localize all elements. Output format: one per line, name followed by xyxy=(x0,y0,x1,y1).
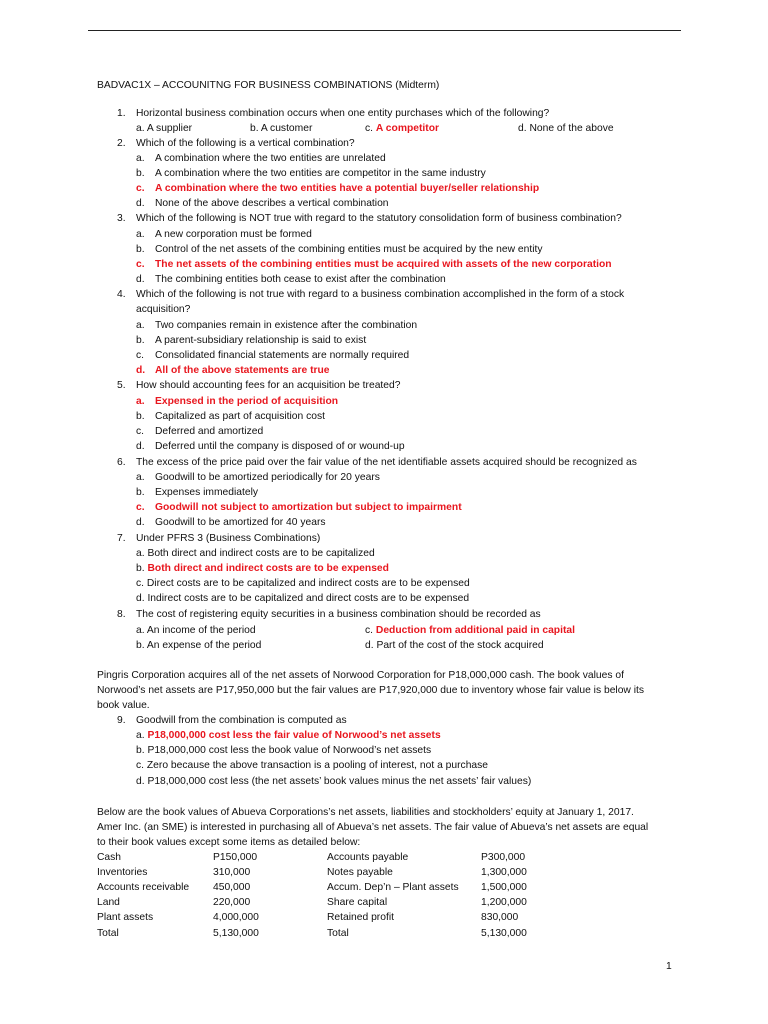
liability-name: Share capital xyxy=(327,897,388,908)
question-4: 4. Which of the following is not true with regard to a business combination accomplished in the form of a stock xyxy=(117,289,625,300)
liability-name: Accum. Dep’n – Plant assets xyxy=(327,882,459,893)
asset-name: Cash xyxy=(97,852,122,863)
header-rule xyxy=(88,30,681,31)
q8-option-d: d. Part of the cost of the stock acquired xyxy=(365,640,544,651)
question-1: 1. Horizontal business combination occurs when one entity purchases which of the following? xyxy=(117,108,550,119)
question-3: 3. Which of the following is NOT true with regard to the statutory consolidation form of business combination? xyxy=(117,213,622,224)
q4-option-b: b. A parent-subsidiary relationship is said to exist xyxy=(136,335,367,346)
liability-name: Accounts payable xyxy=(327,852,409,863)
q4-option-d: d. All of the above statements are true xyxy=(136,365,330,376)
document-title: BADVAC1X – ACCOUNITNG FOR BUSINESS COMBINATIONS (Midterm) xyxy=(97,80,440,91)
q1-option-a: a. A supplier xyxy=(136,123,193,134)
q3-option-c: c. The net assets of the combining entities must be acquired with assets of the new corporation xyxy=(136,259,612,270)
asset-name: Accounts receivable xyxy=(97,882,190,893)
q2-option-c: c. A combination where the two entities have a potential buyer/seller relationship xyxy=(136,183,540,194)
abueva-paragraph-line-3: to their book values except some items as detailed below: xyxy=(97,837,361,848)
asset-name: Plant assets xyxy=(97,912,154,923)
pingris-paragraph-line-3: book value. xyxy=(97,700,150,711)
q7-option-c: c. Direct costs are to be capitalized and indirect costs are to be expensed xyxy=(136,578,470,589)
pingris-paragraph-line-1: Pingris Corporation acquires all of the net assets of Norwood Corporation for P18,000,000 cash. The book values of xyxy=(97,670,624,681)
q9-option-c: c. Zero because the above transaction is a pooling of interest, not a purchase xyxy=(136,760,489,771)
q8-option-c: c. Deduction from additional paid in capital xyxy=(365,625,575,636)
q6-option-a: a. Goodwill to be amortized periodically for 20 years xyxy=(136,472,380,483)
liability-value: 830,000 xyxy=(481,912,519,923)
asset-value: 220,000 xyxy=(213,897,251,908)
q5-option-c: c. Deferred and amortized xyxy=(136,426,264,437)
correct-answer: Deduction from additional paid in capital xyxy=(375,625,575,636)
q9-option-b: b. P18,000,000 cost less the book value of Norwood’s net assets xyxy=(136,745,432,756)
question-5: 5. How should accounting fees for an acquisition be treated? xyxy=(117,380,401,391)
correct-answer: P18,000,000 cost less the fair value of Norwood’s net assets xyxy=(147,730,441,741)
q5-option-a: a. Expensed in the period of acquisition xyxy=(136,396,339,407)
q3-option-a: a. A new corporation must be formed xyxy=(136,229,312,240)
asset-value: 450,000 xyxy=(213,882,251,893)
asset-total-label: Total xyxy=(97,928,119,939)
asset-total-value: 5,130,000 xyxy=(213,928,259,939)
liability-total-label: Total xyxy=(327,928,349,939)
q6-option-c: c. Goodwill not subject to amortization but subject to impairment xyxy=(136,502,462,513)
question-7: 7. Under PFRS 3 (Business Combinations) xyxy=(117,533,321,544)
correct-answer: A competitor xyxy=(375,123,440,134)
q2-option-b: b. A combination where the two entities are competitor in the same industry xyxy=(136,168,486,179)
correct-answer: Both direct and indirect costs are to be expensed xyxy=(147,563,389,574)
asset-value: 4,000,000 xyxy=(213,912,259,923)
question-2: 2. Which of the following is a vertical combination? xyxy=(117,138,355,149)
q3-option-b: b. Control of the net assets of the combining entities must be acquired by the new entity xyxy=(136,244,543,255)
q7-option-a: a. Both direct and indirect costs are to be capitalized xyxy=(136,548,375,559)
q1-option-c: c. A competitor xyxy=(365,123,440,134)
asset-name: Inventories xyxy=(97,867,148,878)
abueva-paragraph-line-2: Amer Inc. (an SME) is interested in purchasing all of Abueva’s net assets. The fair value of Abueva’s net assets are equal xyxy=(97,822,649,833)
q2-option-a: a. A combination where the two entities are unrelated xyxy=(136,153,386,164)
liability-value: P300,000 xyxy=(481,852,526,863)
q5-option-b: b. Capitalized as part of acquisition cost xyxy=(136,411,325,422)
question-8: 8. The cost of registering equity securities in a business combination should be recorded as xyxy=(117,609,541,620)
question-6: 6. The excess of the price paid over the fair value of the net identifiable assets acquired should be recognized as xyxy=(117,457,637,468)
q5-option-d: d. Deferred until the company is disposed of or wound-up xyxy=(136,441,405,452)
asset-value: 310,000 xyxy=(213,867,251,878)
q6-option-b: b. Expenses immediately xyxy=(136,487,259,498)
q1-option-b: b. A customer xyxy=(250,123,313,134)
pingris-paragraph-line-2: Norwood’s net assets are P17,950,000 but the fair values are P17,920,000 due to inventory whose fair value is below its xyxy=(97,685,645,696)
q2-option-d: d. None of the above describes a vertical combination xyxy=(136,198,389,209)
liability-value: 1,200,000 xyxy=(481,897,527,908)
asset-value: P150,000 xyxy=(213,852,258,863)
liability-name: Notes payable xyxy=(327,867,393,878)
q9-option-d: d. P18,000,000 cost less (the net assets’ book values minus the net assets’ fair values) xyxy=(136,776,532,787)
q7-option-b: b. Both direct and indirect costs are to be expensed xyxy=(136,563,389,574)
q4-option-c: c. Consolidated financial statements are normally required xyxy=(136,350,410,361)
q9-option-a: a. P18,000,000 cost less the fair value of Norwood’s net assets xyxy=(136,730,441,741)
q4-option-a: a. Two companies remain in existence after the combination xyxy=(136,320,418,331)
asset-name: Land xyxy=(97,897,120,908)
abueva-paragraph-line-1: Below are the book values of Abueva Corporations’s net assets, liabilities and stockholders’ equity at January 1, 2017. xyxy=(97,807,634,818)
page-number: 1 xyxy=(666,961,672,972)
q7-option-d: d. Indirect costs are to be capitalized and direct costs are to be expensed xyxy=(136,593,470,604)
liability-value: 1,500,000 xyxy=(481,882,527,893)
question-9: 9. Goodwill from the combination is computed as xyxy=(117,715,347,726)
q3-option-d: d. The combining entities both cease to exist after the combination xyxy=(136,274,446,285)
table-row xyxy=(97,851,121,864)
q1-option-d: d. None of the above xyxy=(518,123,614,134)
q8-option-a: a. An income of the period xyxy=(136,625,256,636)
question-4-continued: acquisition? xyxy=(136,304,191,315)
liability-value: 1,300,000 xyxy=(481,867,527,878)
liability-name: Retained profit xyxy=(327,912,394,923)
liability-total-value: 5,130,000 xyxy=(481,928,527,939)
q6-option-d: d. Goodwill to be amortized for 40 years xyxy=(136,517,326,528)
q8-option-b: b. An expense of the period xyxy=(136,640,262,651)
